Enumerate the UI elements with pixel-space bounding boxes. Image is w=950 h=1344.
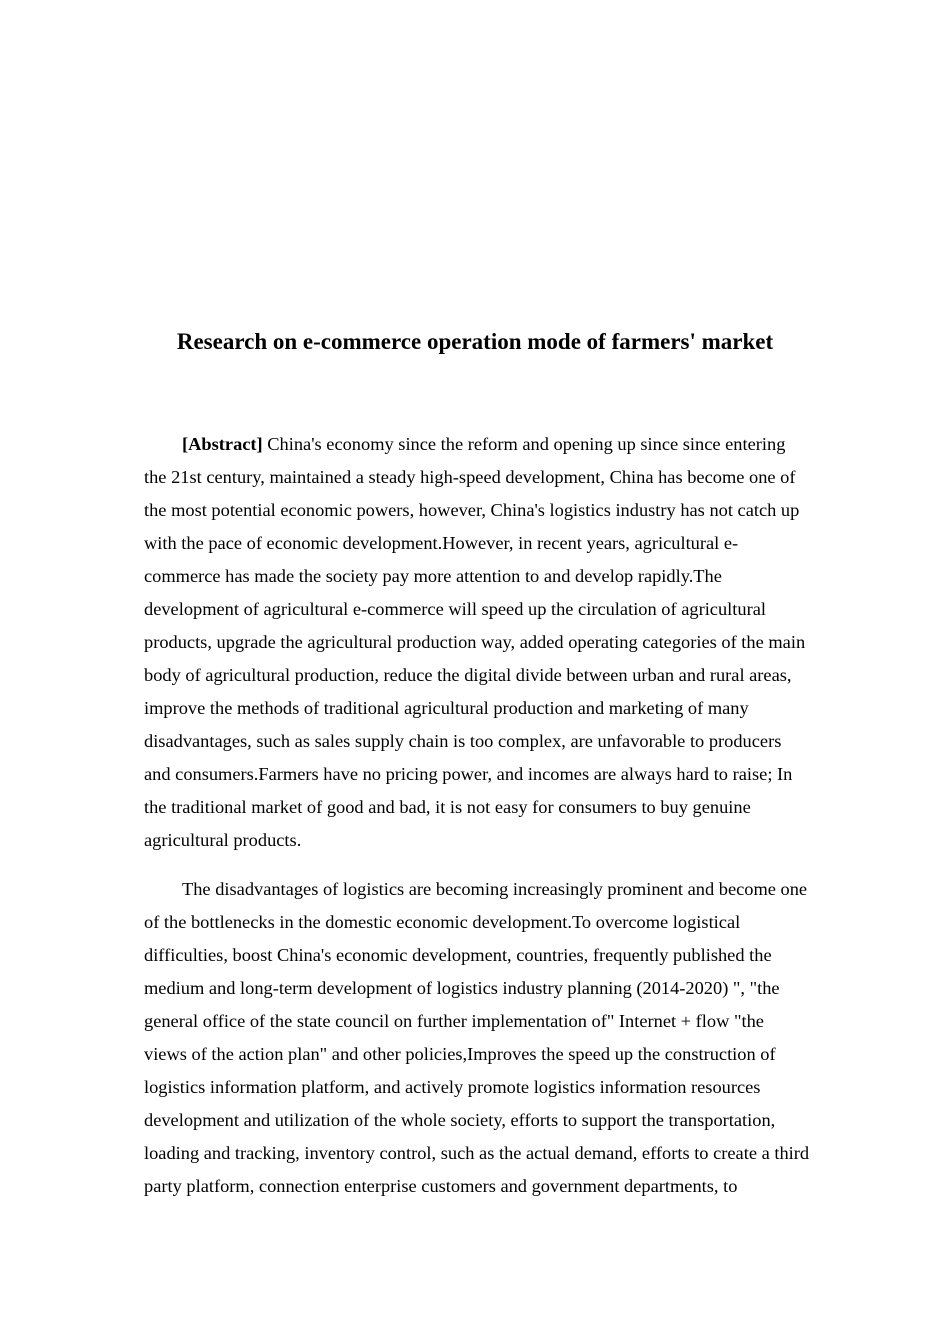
- abstract-text: China's economy since the reform and opening up since since entering the 21st century, maintained a steady high-speed development, China has become one of the most potential economic powers, however, China's logistics industry has not catch up with the pace of economic development.However, in recent years, agricultural e-commerce has made the society pay more attention to and develop rapidly.The development of agricultural e-commerce will speed up the circulation of agricultural products, upgrade the agricultural production way, added operating categories of the main body of agricultural production, reduce the digital divide between urban and rural areas, improve the methods of traditional agricultural production and marketing of many disadvantages, such as sales supply chain is too complex, are unfavorable to producers and consumers.Farmers have no pricing power, and incomes are always hard to raise; In the traditional market of good and bad, it is not easy for consumers to buy genuine agricultural products.: [144, 434, 806, 850]
- document-body: [144, 428, 810, 1203]
- document-title: Research on e-commerce operation mode of farmers' market: [176, 329, 774, 354]
- body-paragraph-2: The disadvantages of logistics are becoming increasingly prominent and become one of the bottlenecks in the domestic economic development.To overcome logistical difficulties, boost China's economic development, countries, frequently published the medium and long-term development of logistics industry planning (2014-2020) ", "the general office of the state council on further implementation of" Internet + flow "the views of the action plan" and other policies,Improves the speed up the construction of logistics information platform, and actively promote logistics information resources development and utilization of the whole society, efforts to support the transportation, loading and tracking, inventory control, such as the actual demand, efforts to create a third party platform, connection enterprise customers and government departments, to: [144, 879, 810, 1196]
- abstract-paragraph: [144, 428, 810, 857]
- abstract-label: [Abstract]: [182, 434, 263, 454]
